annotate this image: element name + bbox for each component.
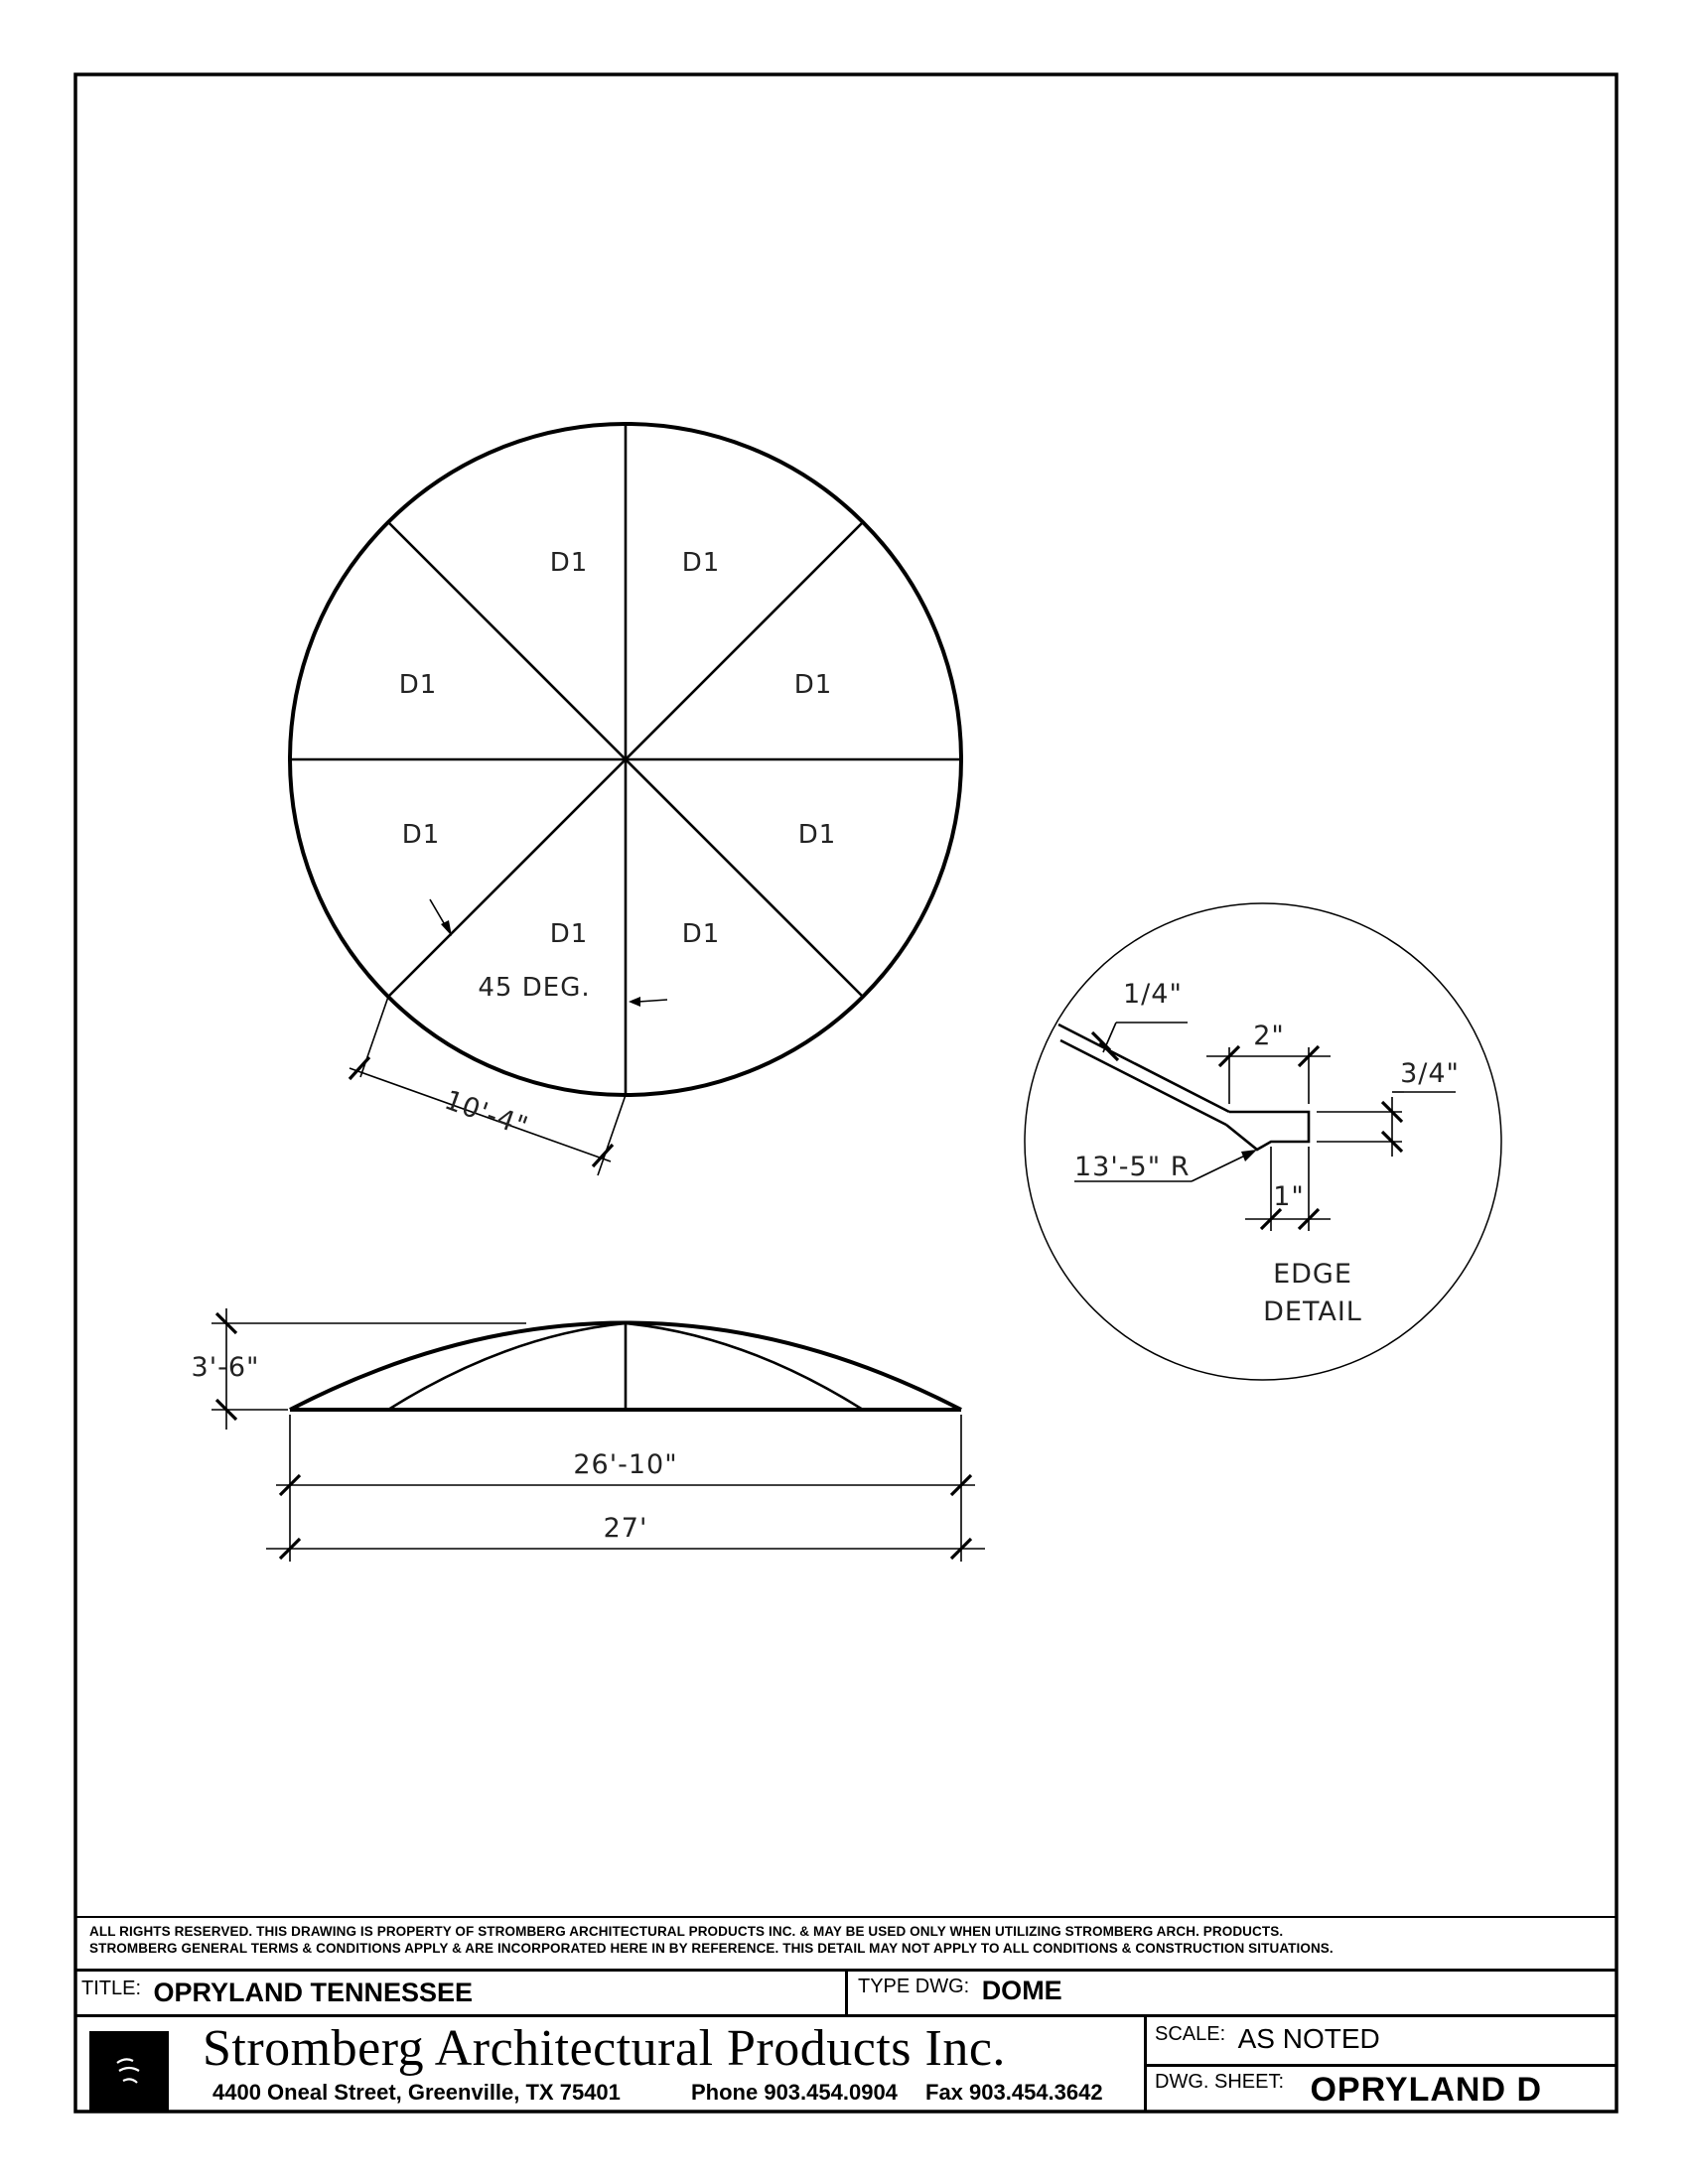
flange-width-dimension — [1206, 1021, 1331, 1104]
title-label: TITLE: — [81, 1978, 142, 1999]
panel-label: D1 — [401, 820, 441, 850]
type-value: DOME — [981, 1976, 1062, 2005]
title-row — [75, 1969, 1617, 2014]
sheet-label: DWG. SHEET: — [1155, 2071, 1285, 2093]
thickness-dimension — [1092, 979, 1188, 1060]
edge-detail — [1025, 903, 1501, 1380]
outer-span-label: 27' — [603, 1513, 648, 1544]
panel-label: D1 — [549, 919, 589, 949]
panel-seam — [626, 1323, 863, 1410]
shell-surface — [1060, 1040, 1226, 1125]
scale-cell — [1144, 2017, 1617, 2067]
scale-value: AS NOTED — [1237, 2023, 1380, 2054]
notice-line: ALL RIGHTS RESERVED. THIS DRAWING IS PROPERTY OF STROMBERG ARCHITECTURAL PRODUCTS INC. & MAY BE USED ONLY WHEN UTILIZING STROMBERG ARCH. PRODUCTS. — [89, 1924, 1284, 1939]
dome-elevation-view — [192, 1308, 985, 1562]
sheet-value: OPRYLAND D — [1310, 2071, 1542, 2109]
detail-caption: DETAIL — [1263, 1297, 1362, 1327]
company-row — [75, 2014, 1617, 2112]
outer-span-dimension — [266, 1513, 985, 1559]
radius-dimension — [1074, 1150, 1257, 1182]
arc-length-label: 10'-4" — [440, 1084, 533, 1144]
scale-label: SCALE: — [1155, 2023, 1226, 2045]
panel-label: D1 — [793, 670, 833, 700]
panel-label: D1 — [398, 670, 438, 700]
company-fax: Fax 903.454.3642 — [925, 2080, 1103, 2105]
company-address: 4400 Oneal Street, Greenville, TX 75401 — [212, 2080, 621, 2105]
flange-height-dimension — [1317, 1058, 1460, 1157]
panel-label: D1 — [681, 548, 721, 578]
shell-surface — [1058, 1024, 1229, 1112]
flange-height-label: 3/4" — [1400, 1058, 1460, 1089]
panel-label: D1 — [797, 820, 837, 850]
lip-dimension — [1245, 1147, 1331, 1231]
company-phone: Phone 903.454.0904 — [691, 2080, 898, 2105]
dome-plan-view — [290, 424, 961, 1175]
type-label: TYPE DWG: — [858, 1976, 970, 1997]
panel-label: D1 — [681, 919, 721, 949]
sheet-border — [75, 74, 1617, 2112]
flange-width-label: 2" — [1253, 1021, 1285, 1051]
rights-notice — [75, 1917, 1617, 1969]
title-cell — [75, 1972, 848, 2014]
sheet-cell — [1144, 2067, 1617, 2112]
notice-line: STROMBERG GENERAL TERMS & CONDITIONS APPLY & ARE INCORPORATED HERE IN BY REFERENCE. THIS DETAIL MAY NOT APPLY TO ALL CONDITIONS & CONSTRUCTION SITUATIONS. — [89, 1941, 1334, 1956]
angle-dimension — [430, 899, 667, 1007]
angle-label: 45 DEG. — [478, 973, 591, 1003]
height-label: 3'-6" — [191, 1352, 260, 1383]
arc-length-dimension — [350, 997, 626, 1175]
panel-label: D1 — [549, 548, 589, 578]
company-logo — [89, 2031, 169, 2111]
panel-seam — [388, 1323, 626, 1410]
type-cell — [848, 1972, 1617, 2014]
company-name: Stromberg Architectural Products Inc. — [203, 2020, 1006, 2077]
edge-flange — [1226, 1112, 1309, 1150]
radius-label: 13'-5" R — [1074, 1152, 1191, 1182]
inner-span-label: 26'-10" — [573, 1449, 678, 1480]
thickness-label: 1/4" — [1123, 979, 1183, 1010]
title-value: OPRYLAND TENNESSEE — [153, 1978, 474, 2007]
lip-label: 1" — [1273, 1181, 1305, 1212]
detail-caption: EDGE — [1273, 1259, 1352, 1290]
